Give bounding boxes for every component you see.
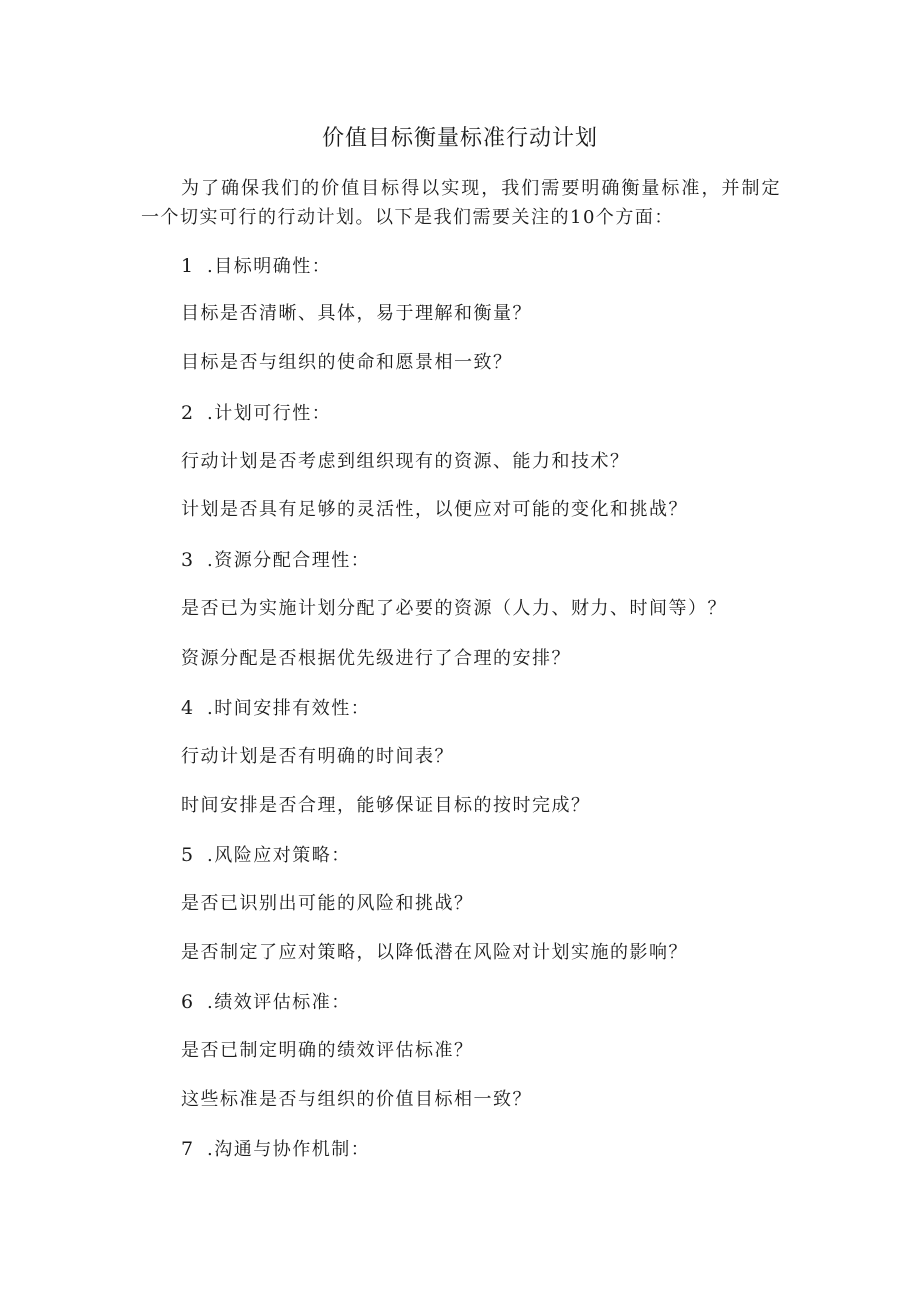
section-3-item-2: 资源分配是否根据优先级进行了合理的安排？	[181, 648, 571, 669]
section-heading-1	[181, 253, 801, 280]
section-heading-4	[181, 695, 801, 722]
section-heading-5	[181, 842, 801, 869]
section-1-item-1: 目标是否清晰、具体，易于理解和衡量？	[181, 303, 532, 324]
section-5-item-2: 是否制定了应对策略，以降低潜在风险对计划实施的影响？	[181, 942, 688, 963]
section-2-item-1: 行动计划是否考虑到组织现有的资源、能力和技术？	[181, 451, 630, 472]
section-number: 7	[181, 1138, 195, 1160]
section-heading-text: .沟通与协作机制：	[207, 1139, 371, 1160]
section-3-item-1: 是否已为实施计划分配了必要的资源（人力、财力、时间等）？	[181, 598, 727, 619]
section-2-item-2: 计划是否具有足够的灵活性，以便应对可能的变化和挑战？	[181, 499, 688, 520]
section-1-item-2: 目标是否与组织的使命和愿景相一致？	[181, 352, 513, 373]
section-number: 5	[181, 844, 195, 866]
section-heading-7	[181, 1136, 801, 1163]
section-4-item-2: 时间安排是否合理，能够保证目标的按时完成？	[181, 795, 591, 816]
section-6-item-2: 这些标准是否与组织的价值目标相一致？	[181, 1089, 532, 1110]
section-heading-text: .计划可行性：	[207, 403, 332, 424]
intro-paragraph: 为了确保我们的价值目标得以实现，我们需要明确衡量标准，并制定一个切实可行的行动计划。以下是我们需要关注的10个方面：	[141, 178, 781, 228]
section-heading-text: .风险应对策略：	[207, 845, 351, 866]
document-title: 价值目标衡量标准行动计划	[321, 126, 598, 151]
section-heading-text: .时间安排有效性：	[207, 698, 371, 719]
section-heading-text: .目标明确性：	[207, 256, 332, 277]
section-heading-6	[181, 989, 801, 1016]
section-5-item-1: 是否已识别出可能的风险和挑战？	[181, 893, 474, 914]
section-number: 3	[181, 549, 195, 571]
section-heading-text: .绩效评估标准：	[207, 992, 351, 1013]
section-number: 2	[181, 402, 195, 424]
section-6-item-1: 是否已制定明确的绩效评估标准？	[181, 1040, 474, 1061]
section-heading-3	[181, 547, 801, 574]
section-number: 4	[181, 697, 195, 719]
section-heading-2	[181, 400, 801, 427]
section-number: 6	[181, 991, 195, 1013]
section-4-item-1: 行动计划是否有明确的时间表？	[181, 746, 454, 767]
section-heading-text: .资源分配合理性：	[207, 550, 371, 571]
section-number: 1	[181, 255, 195, 277]
